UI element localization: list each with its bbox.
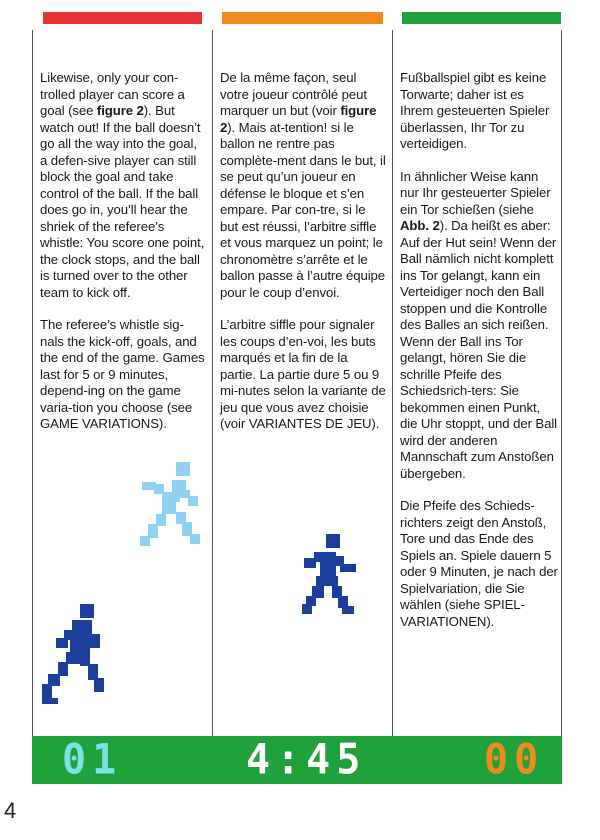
column-divider bbox=[561, 30, 562, 736]
scoreboard bbox=[32, 736, 562, 784]
column-divider bbox=[32, 30, 33, 736]
french-paragraph-1: De la même façon, seul votre joueur contrôlé peut marquer un but (voir figure 2). Mais at-tention! si le ballon ne rentre pas complète-ment dans le but, il se peut qu’un joueur en défense le bloque et s’en empare. Par con-tre, si le but est réussi, l’arbitre siffle et vous marquez un point; le chronomètre s’arrête et le ballon passe à l’autre équipe pour le coup d’envoi. bbox=[220, 70, 386, 300]
column-divider bbox=[212, 30, 213, 736]
english-column bbox=[40, 70, 206, 449]
page-number: 4 bbox=[4, 798, 17, 823]
french-column bbox=[220, 70, 386, 449]
figure-reference: figure 2 bbox=[220, 103, 377, 135]
left-team-score: 01 bbox=[62, 735, 123, 785]
german-column bbox=[400, 70, 560, 646]
right-team-score: 00 bbox=[484, 735, 545, 785]
english-color-bar bbox=[43, 12, 202, 24]
german-paragraph-1: Fußballspiel gibt es keine Torwarte; daher ist es Ihrem gesteuerten Spieler überlassen, Ihr Tor zu verteidigen. bbox=[400, 70, 550, 151]
german-paragraph-2: In ähnlicher Weise kann nur Ihr gesteuerter Spieler ein Tor schießen (siehe Abb. 2). Da heißt es aber: Auf der Hut sein! Wenn der Ball nämlich nicht komplett ins Tor gelangt, kann ein Verteidiger noch den Ball stoppen und die Kontrolle des Balles an sich reißen. Wenn der Ball ins Tor gelangt, hören Sie die schrille Pfeife des Schiedsrich-ters: Sie bekommen einen Punkt, die Uhr stoppt, und der Ball wird der anderen Mannschaft zum Anstoßen übergeben. bbox=[400, 168, 558, 481]
figure-reference: figure 2 bbox=[96, 103, 144, 118]
english-paragraph-1: Likewise, only your con-trolled player can score a goal (see figure 2). But watch out! If the ball doesn’t go all the way into the goal, a defen-sive player can still block the goal and take control of the ball. If the ball does go in, you’ll hear the shriek of the referee’s whistle: You score one point, the clock stops, and the ball is turned over to the other team to kick off. bbox=[40, 70, 205, 300]
figure-reference: Abb. 2 bbox=[400, 218, 440, 233]
german-color-bar bbox=[402, 12, 561, 24]
dark-blue-player-figure bbox=[42, 604, 112, 714]
french-color-bar bbox=[222, 12, 383, 24]
french-paragraph-2: L’arbitre siffle pour signaler les coups d’en-voi, les buts marqués et la fin de la partie. La partie dure 5 ou 9 mi-nutes selon la variante de jeu que vous avez choisie (voir VARIANTES DE JEU). bbox=[220, 317, 386, 431]
german-paragraph-3: Die Pfeife des Schieds-richters zeigt den Anstoß, Tore und das Ende des Spiels an. Spiele dauern 5 oder 9 Minuten, je nach der Spielvariation, die Sie wählen (siehe SPIEL-VARIATIONEN). bbox=[400, 498, 558, 629]
english-paragraph-2: The referee’s whistle sig-nals the kick-off, goals, and the end of the game. Games last for 5 or 9 minutes, depend-ing on the game varia-tion you choose (see GAME VARIATIONS). bbox=[40, 317, 205, 431]
game-clock: 4:45 bbox=[246, 735, 367, 785]
light-blue-player-figure bbox=[140, 462, 220, 570]
dark-blue-player-figure bbox=[302, 534, 362, 626]
column-divider bbox=[392, 30, 393, 736]
